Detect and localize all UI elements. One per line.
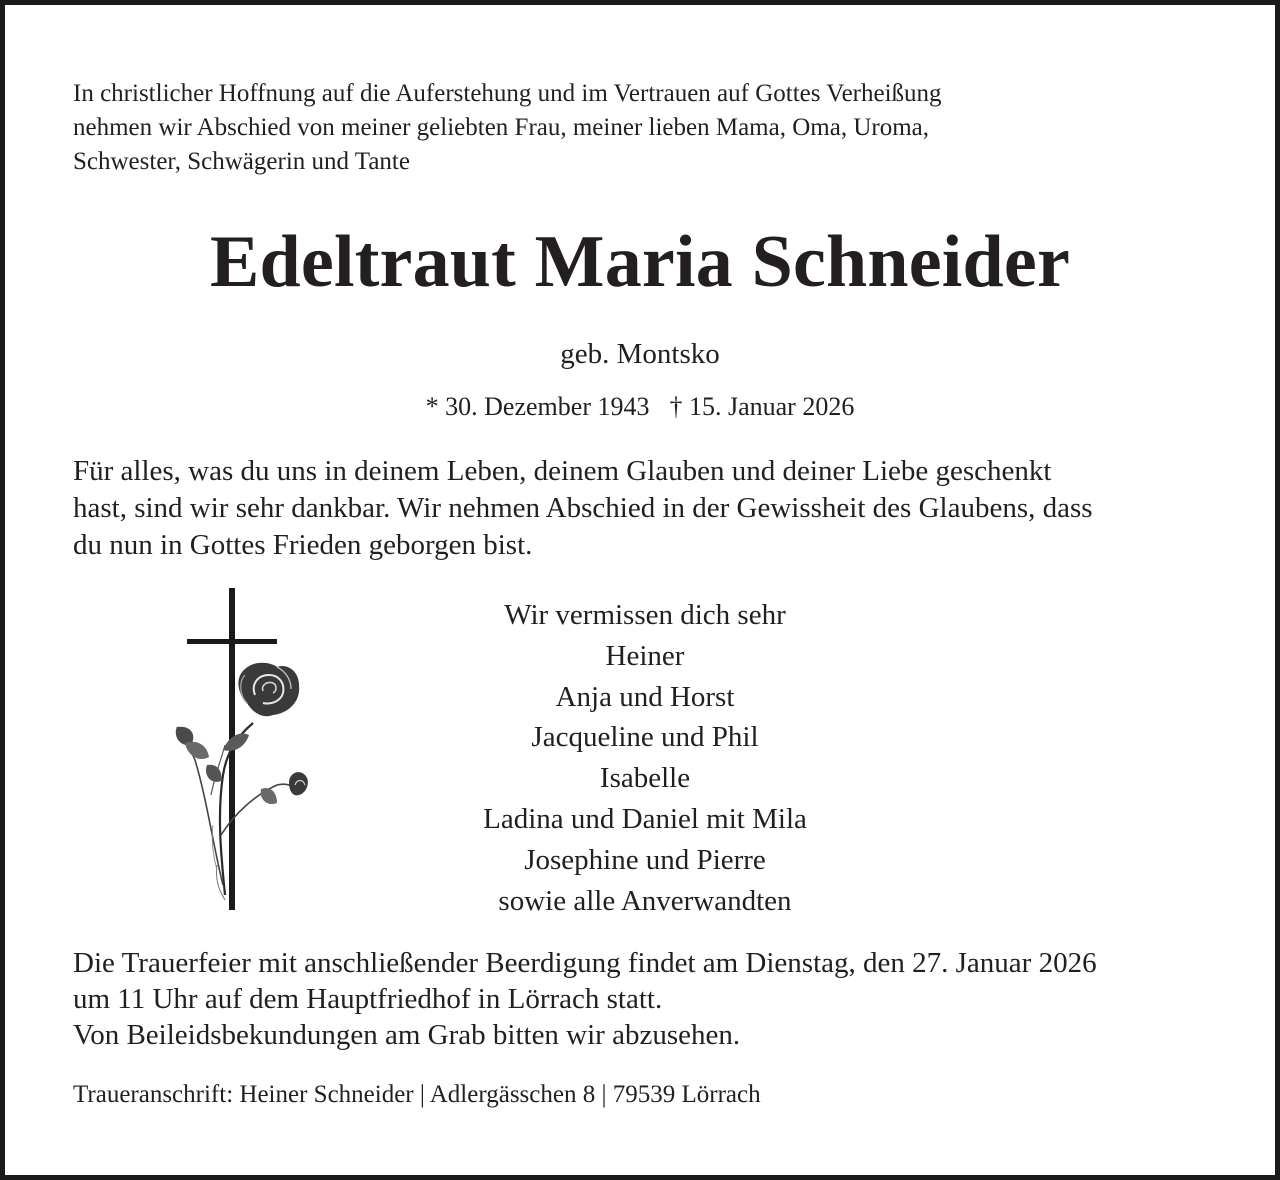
life-dates: [5, 390, 1275, 424]
family-signatures: [385, 595, 905, 921]
intro-line: In christlicher Hoffnung auf die Auferstehung und im Vertrauen auf Gottes Verheißung: [73, 80, 942, 107]
service-line: Die Trauerfeier mit anschließender Beerdigung findet am Dienstag, den 27. Januar 2026: [73, 947, 1097, 979]
maiden-name: geb. Montsko: [560, 338, 720, 370]
intro-line: Schwester, Schwägerin und Tante: [73, 148, 410, 175]
intro-line: nehmen wir Abschied von meiner geliebten Frau, meiner lieben Mama, Oma, Uroma,: [73, 114, 929, 141]
birth-date: * 30. Dezember 1943: [425, 392, 650, 421]
family-line: Josephine und Pierre: [524, 843, 766, 876]
family-line: Heiner: [605, 639, 685, 672]
family-line: Jacqueline und Phil: [531, 721, 759, 754]
death-date: † 15. Januar 2026: [669, 392, 855, 421]
thanks-line: du nun in Gottes Frieden geborgen bist.: [73, 529, 533, 561]
service-line: um 11 Uhr auf dem Hauptfriedhof in Lörrach statt.: [73, 983, 663, 1015]
family-line: Anja und Horst: [555, 680, 735, 713]
thanks-text: [73, 453, 1093, 564]
family-line: Ladina und Daniel mit Mila: [483, 802, 807, 835]
mourning-address: Traueranschrift: Heiner Schneider | Adlergässchen 8 | 79539 Lörrach: [73, 1081, 761, 1108]
service-line: Von Beileidsbekundungen am Grab bitten wir abzusehen.: [73, 1019, 741, 1051]
family-line: Wir vermissen dich sehr: [504, 599, 786, 631]
cross-with-rose-icon: [165, 585, 315, 915]
thanks-line: hast, sind wir sehr dankbar. Wir nehmen Abschied in der Gewissheit des Glaubens, dass: [73, 492, 1093, 524]
intro-text: [73, 77, 942, 179]
family-line: Isabelle: [599, 762, 691, 795]
service-info: [73, 945, 1097, 1053]
thanks-line: Für alles, was du uns in deinem Leben, deinem Glauben und deiner Liebe geschenkt: [73, 455, 1052, 487]
family-line: sowie alle Anverwandten: [498, 884, 792, 917]
deceased-name: Edeltraut Maria Schneider: [209, 221, 1070, 303]
